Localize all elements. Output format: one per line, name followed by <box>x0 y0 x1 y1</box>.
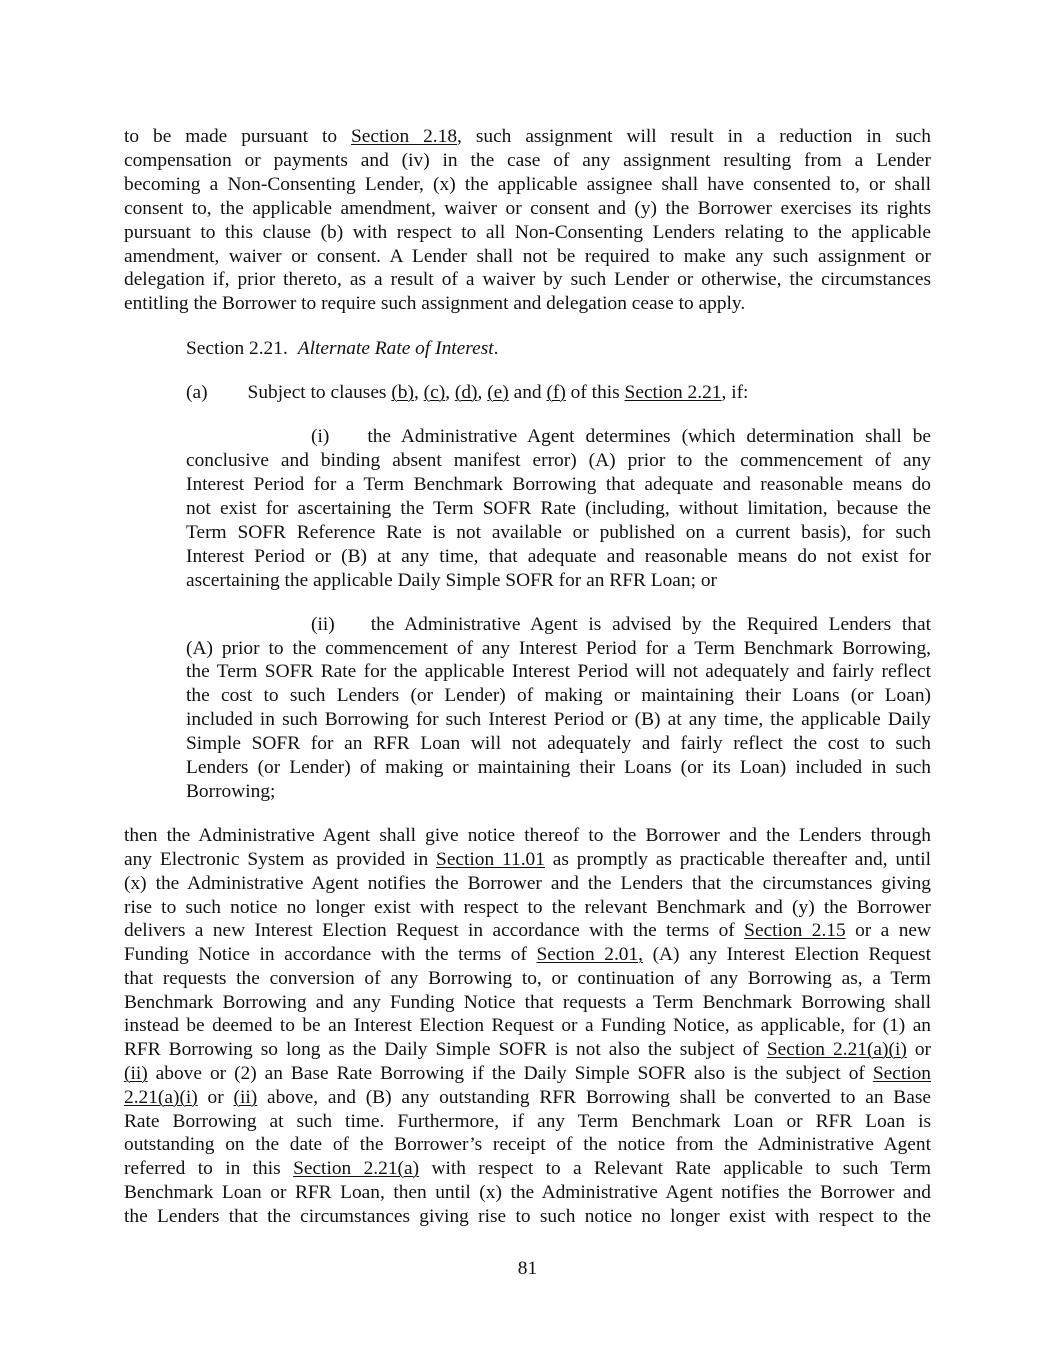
text-line <box>124 149 931 173</box>
section-reference: (d) <box>454 382 478 403</box>
section-reference: Section 2.18 <box>350 126 458 147</box>
text-line <box>124 991 931 1015</box>
text-run: (i) <box>311 426 330 447</box>
section-reference: (b) <box>391 382 414 403</box>
text-line <box>124 1014 931 1038</box>
text-line <box>186 732 931 756</box>
text-run: . <box>493 338 499 359</box>
text-run: , if: <box>721 382 749 403</box>
text-run: included in such Borrowing for such Interest Period or (B) at any time, the applicable Daily <box>186 709 931 730</box>
text-run: the Administrative Agent determines (which determination shall be <box>367 426 931 447</box>
text-run: to be made pursuant to <box>124 126 351 147</box>
section-reference: (f) <box>546 382 566 403</box>
text-run: amendment, waiver or consent. A Lender shall not be required to make any such assignment or <box>124 246 931 267</box>
text-run: Simple SOFR for an RFR Loan will not adequately and fairly reflect the cost to such <box>186 733 931 754</box>
text-line <box>124 292 931 316</box>
text-line <box>186 545 931 569</box>
text-run: (A) any Interest Election Request <box>643 944 931 965</box>
text-run: above, and (B) any outstanding RFR Borrowing shall be converted to an Base <box>257 1087 931 1108</box>
text-run: and <box>508 382 547 403</box>
text-line <box>311 425 931 449</box>
text-run: or <box>197 1087 234 1108</box>
text-run: ascertaining the applicable Daily Simple SOFR for an RFR Loan; or <box>186 570 717 591</box>
text-run: , <box>413 382 424 403</box>
section-reference: Section 2.15 <box>744 920 846 941</box>
text-run: Benchmark Loan or RFR Loan, then until (x) the Administrative Agent notifies the Borrower and <box>124 1182 931 1203</box>
section-title: Alternate Rate of Interest <box>297 338 494 359</box>
text-line <box>124 1086 931 1110</box>
text-line <box>124 919 931 943</box>
text-line <box>124 943 931 967</box>
text-run: the Term SOFR Rate for the applicable Interest Period will not adequately and fairly reflect <box>186 661 931 682</box>
text-line <box>186 521 931 545</box>
section-reference: Section 2.21 <box>624 382 722 403</box>
text-line <box>124 1038 931 1062</box>
section-reference: Section 11.01 <box>436 849 545 870</box>
text-run: entitling the Borrower to require such assignment and delegation cease to apply. <box>124 293 746 314</box>
text-run: Term SOFR Reference Rate is not available or published on a current basis), for such <box>186 522 931 543</box>
text-run: rise to such notice no longer exist with respect to the relevant Benchmark and (y) the Borrower <box>124 897 931 918</box>
section-reference: Section <box>872 1063 931 1084</box>
text-run: delivers a new Interest Election Request in accordance with the terms of <box>124 920 745 941</box>
text-line <box>186 337 886 361</box>
text-run: Section 2.21. <box>186 338 288 359</box>
text-run: Interest Period for a Term Benchmark Borrowing that adequate and reasonable means do <box>186 474 931 495</box>
text-line <box>124 268 931 292</box>
text-line <box>124 896 931 920</box>
text-line <box>124 1205 931 1229</box>
text-run: any Electronic System as provided in <box>124 849 437 870</box>
text-line <box>124 1110 931 1134</box>
text-line <box>186 780 931 804</box>
section-reference: (ii) <box>233 1087 258 1108</box>
text-run: or a new <box>845 920 931 941</box>
text-run: Benchmark Borrowing and any Funding Notice that requests a Term Benchmark Borrowing shall <box>124 992 931 1013</box>
text-run: Subject to clauses <box>247 382 392 403</box>
text-line <box>124 1062 931 1086</box>
section-reference: Section 2.01, <box>536 944 644 965</box>
text-line <box>124 173 931 197</box>
text-run: becoming a Non-Consenting Lender, (x) the applicable assignee shall have consented to, or shall <box>124 174 931 195</box>
text-run: , such assignment will result in a reduction in such <box>457 126 931 147</box>
text-run: the Administrative Agent is advised by the Required Lenders that <box>370 614 931 635</box>
section-reference: 2.21(a)(i) <box>124 1087 198 1108</box>
text-line <box>124 824 931 848</box>
text-line <box>186 756 931 780</box>
text-line <box>124 1133 931 1157</box>
text-run: , <box>445 382 455 403</box>
text-run: (x) the Administrative Agent notifies the Borrower and the Lenders that the circumstances giving <box>124 873 931 894</box>
text-line <box>124 221 931 245</box>
text-run: or <box>906 1039 931 1060</box>
text-run: RFR Borrowing so long as the Daily Simple SOFR is not also the subject of <box>124 1039 767 1060</box>
text-run: the cost to such Lenders (or Lender) of making or maintaining their Loans (or Loan) <box>186 685 931 706</box>
text-run: the Lenders that the circumstances giving rise to such notice no longer exist with respect to the <box>124 1206 931 1227</box>
text-line <box>186 660 931 684</box>
text-run: as promptly as practicable thereafter and, until <box>544 849 931 870</box>
text-run: not exist for ascertaining the Term SOFR Rate (including, without limitation, because the <box>186 498 931 519</box>
text-run: consent to, the applicable amendment, waiver or consent and (y) the Borrower exercises its rights <box>124 198 931 219</box>
text-run: Rate Borrowing at such time. Furthermore, if any Term Benchmark Loan or RFR Loan is <box>124 1111 931 1132</box>
text-run: referred to in this <box>124 1158 294 1179</box>
text-line <box>124 1181 931 1205</box>
text-line <box>186 497 931 521</box>
text-run: above or (2) an Base Rate Borrowing if the Daily Simple SOFR also is the subject of <box>147 1063 873 1084</box>
page-number: 81 <box>517 1258 538 1279</box>
text-run: (ii) <box>311 614 335 635</box>
section-reference: Section 2.21(a) <box>293 1158 420 1179</box>
text-line <box>186 684 931 708</box>
text-run: compensation or payments and (iv) in the case of any assignment resulting from a Lender <box>124 150 931 171</box>
text-run: then the Administrative Agent shall give notice thereof to the Borrower and the Lenders through <box>124 825 931 846</box>
text-run: pursuant to this clause (b) with respect to all Non-Consenting Lenders relating to the applicable <box>124 222 931 243</box>
text-line <box>124 245 931 269</box>
text-line <box>311 613 931 637</box>
text-line <box>186 637 931 661</box>
text-run: (A) prior to the commencement of any Interest Period for a Term Benchmark Borrowing, <box>186 638 931 659</box>
text-line <box>186 381 886 405</box>
text-run: (a) <box>186 382 208 403</box>
text-run: with respect to a Relevant Rate applicable to such Term <box>419 1158 931 1179</box>
text-line <box>124 125 931 149</box>
text-run: instead be deemed to be an Interest Election Request or a Funding Notice, as applicable, for (1) an <box>124 1015 931 1036</box>
text-line <box>186 473 931 497</box>
text-line <box>124 967 931 991</box>
text-run: Interest Period or (B) at any time, that adequate and reasonable means do not exist for <box>186 546 931 567</box>
text-run: outstanding on the date of the Borrower’s receipt of the notice from the Administrative Agent <box>124 1134 931 1155</box>
text-run: Lenders (or Lender) of making or maintaining their Loans (or its Loan) included in such <box>186 757 931 778</box>
text-run: Funding Notice in accordance with the terms of <box>124 944 537 965</box>
text-line <box>124 197 931 221</box>
section-reference: (c) <box>423 382 446 403</box>
text-run: Borrowing; <box>186 781 276 802</box>
text-line <box>124 1157 931 1181</box>
text-line <box>124 872 931 896</box>
section-reference: (e) <box>487 382 509 403</box>
text-line <box>186 569 931 593</box>
text-run: that requests the conversion of any Borrowing to, or continuation of any Borrowing as, a Term <box>124 968 931 989</box>
text-run: of this <box>565 382 625 403</box>
text-run: delegation if, prior thereto, as a result of a waiver by such Lender or otherwise, the circumstances <box>124 269 931 290</box>
text-line <box>186 708 931 732</box>
text-run: , <box>477 382 488 403</box>
text-line <box>124 848 931 872</box>
text-run: conclusive and binding absent manifest error) (A) prior to the commencement of any <box>186 450 931 471</box>
text-line <box>186 449 931 473</box>
section-reference: Section 2.21(a)(i) <box>766 1039 907 1060</box>
section-reference: (ii) <box>124 1063 148 1084</box>
